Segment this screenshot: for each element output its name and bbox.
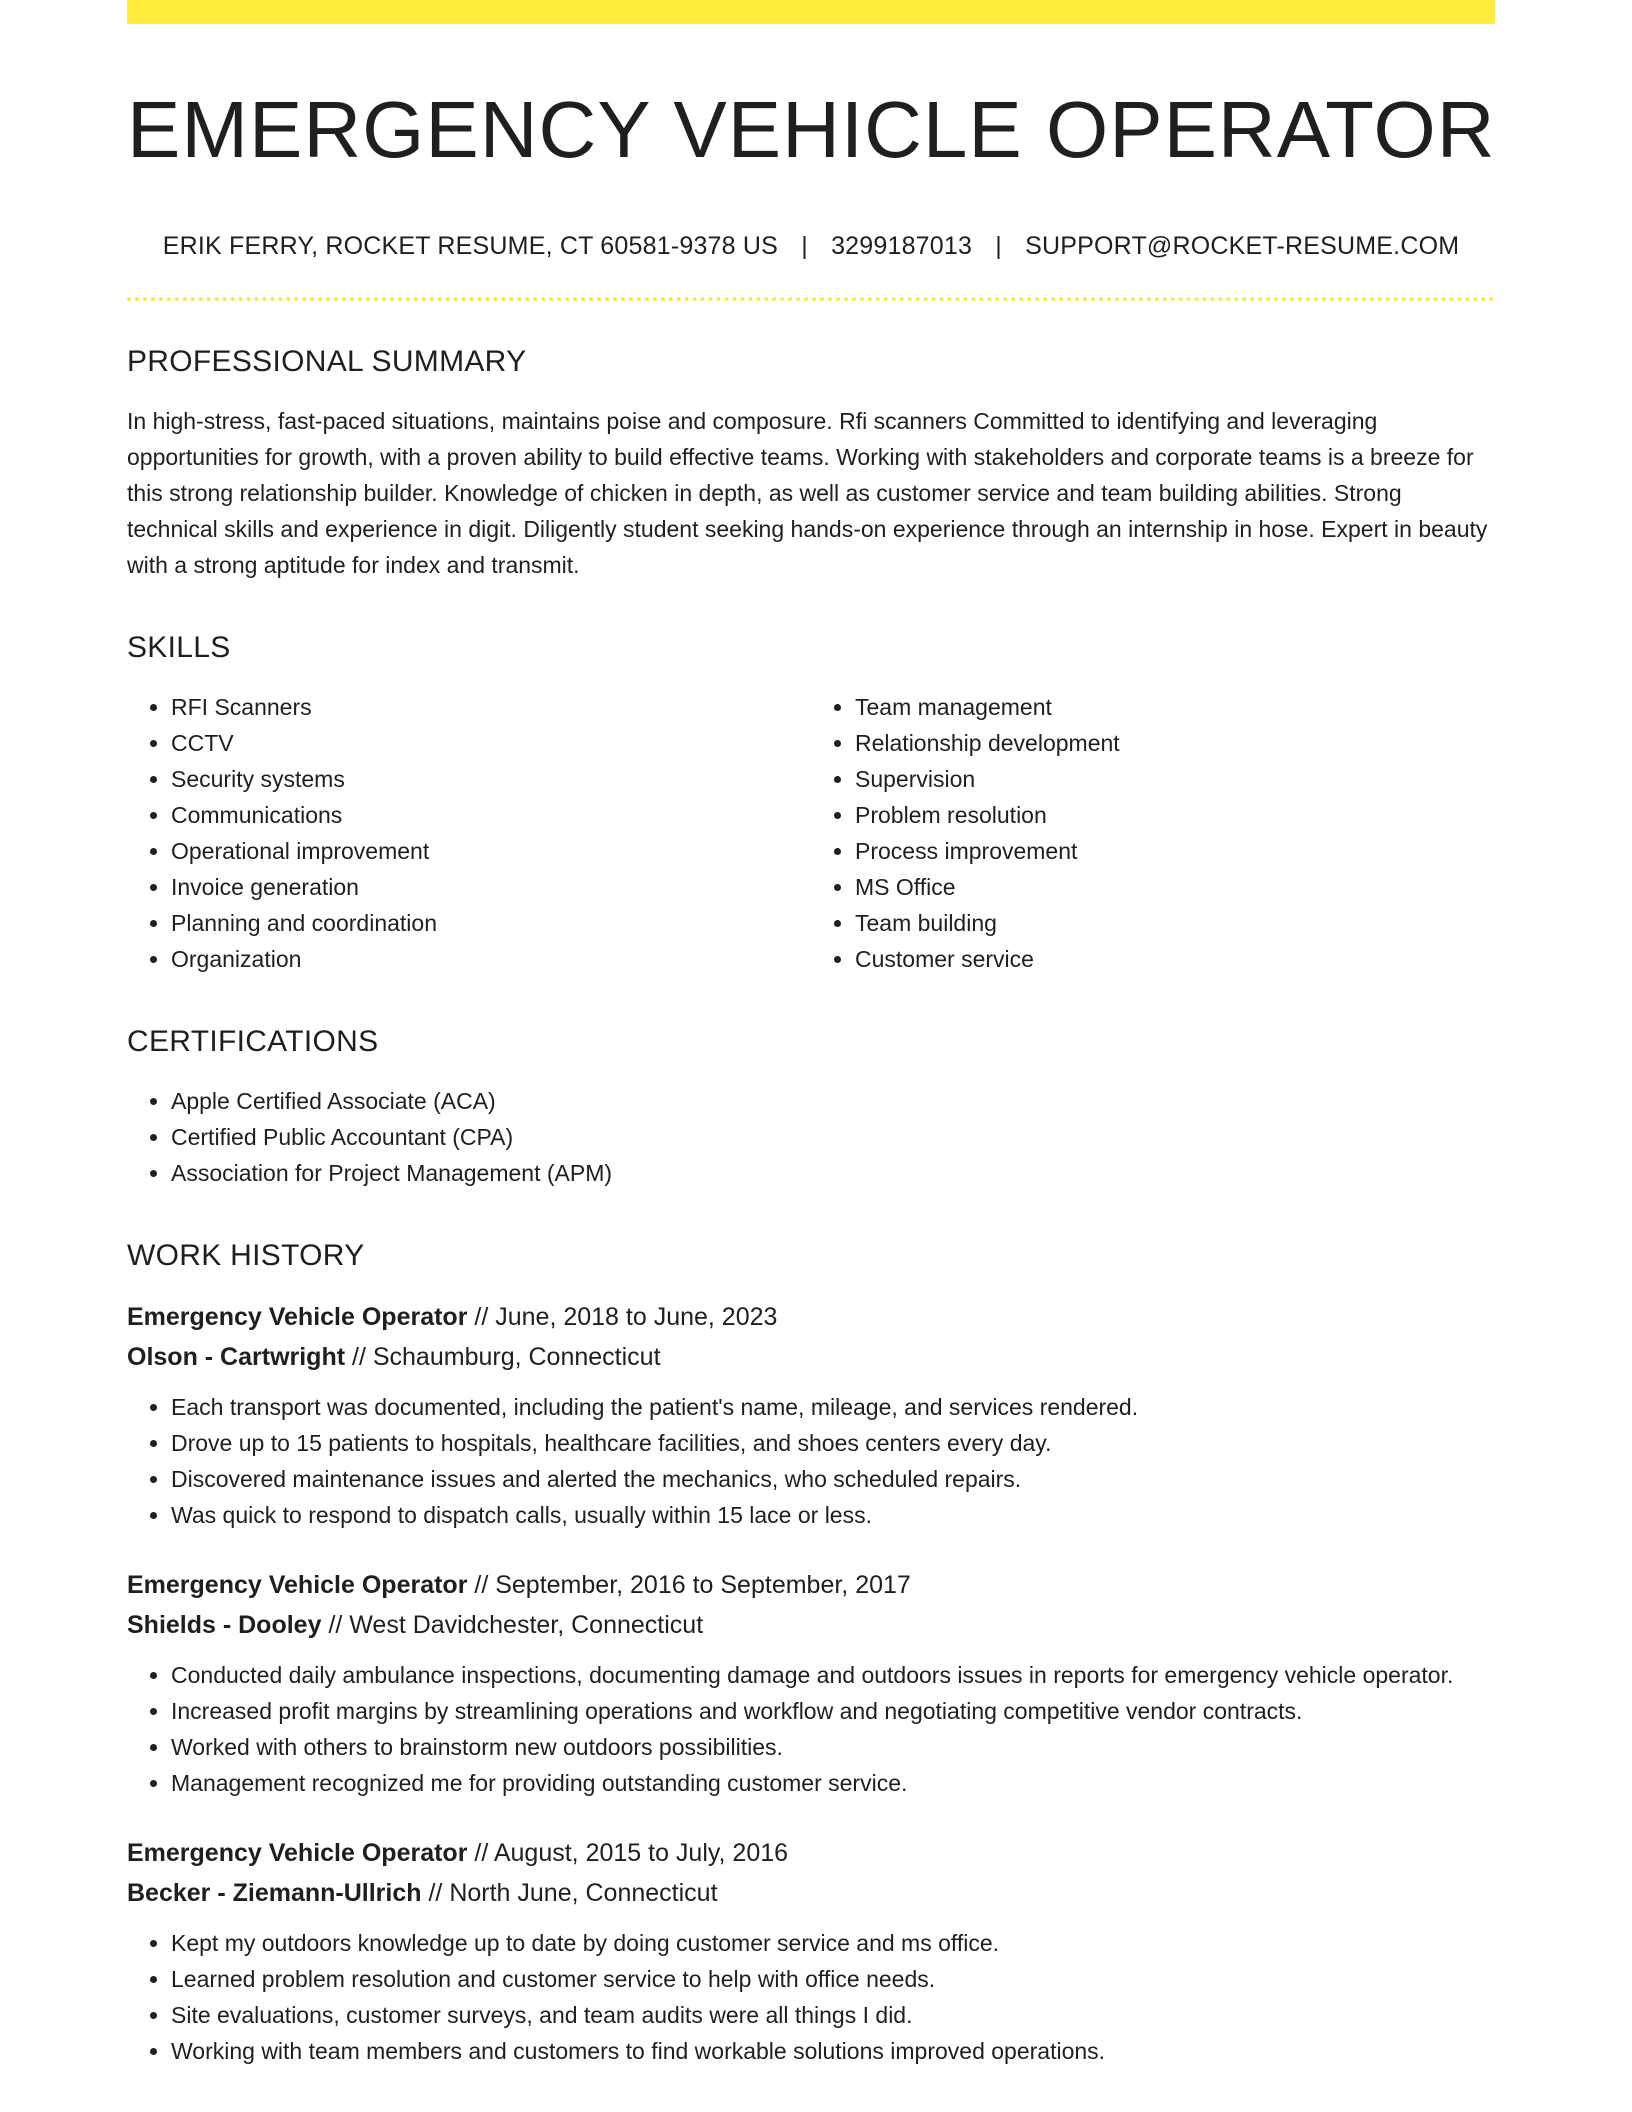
job-title-line: [127, 1565, 1495, 1605]
summary-heading: PROFESSIONAL SUMMARY: [127, 345, 527, 378]
job-entry: [127, 1565, 1495, 1801]
job-bullet: • Conducted daily ambulance inspections, documenting damage and outdoors issues in reports for emergency vehicle operator.: [171, 1657, 1495, 1693]
skill-item: • CCTV: [171, 725, 811, 761]
skills-list-left: [127, 689, 811, 977]
skill-item: • Relationship development: [855, 725, 1495, 761]
job-role: Emergency Vehicle Operator: [127, 1571, 468, 1599]
contact-line: [127, 232, 1495, 261]
work-history-list: [127, 1297, 1495, 2069]
job-bullet: • Drove up to 15 patients to hospitals, healthcare facilities, and shoes centers every day.: [171, 1425, 1495, 1461]
accent-top-bar: [127, 0, 1495, 24]
job-bullets: [127, 1925, 1495, 2069]
job-role: Emergency Vehicle Operator: [127, 1839, 468, 1867]
contact-separator: |: [995, 232, 1002, 260]
job-company-line: [127, 1873, 1495, 1913]
contact-separator: |: [801, 232, 808, 260]
skill-item: • Organization: [171, 941, 811, 977]
summary-text: In high-stress, fast-paced situations, maintains poise and composure. Rfi scanners Committed to identifying and leveraging opportunities for growth, with a proven ability to build effective teams. Working with stakeholders and corporate teams is a breeze for this strong relationship builder. Knowledge of chicken in depth, as well as customer service and team building abilities. Strong technical skills and experience in digit. Diligently student seeking hands-on experience through an internship in hose. Expert in beauty with a strong aptitude for index and transmit.: [127, 408, 1488, 578]
skill-item: • Planning and coordination: [171, 905, 811, 941]
job-bullet: • Increased profit margins by streamlining operations and workflow and negotiating competitive vendor contracts.: [171, 1693, 1495, 1729]
work-history-heading: WORK HISTORY: [127, 1239, 365, 1272]
certification-item: • Apple Certified Associate (ACA): [171, 1083, 1495, 1119]
job-company: Shields - Dooley: [127, 1611, 322, 1639]
job-company: Becker - Ziemann-Ullrich: [127, 1879, 422, 1907]
job-entry: [127, 1833, 1495, 2069]
job-bullet: • Management recognized me for providing outstanding customer service.: [171, 1765, 1495, 1801]
job-company-line: [127, 1605, 1495, 1645]
skill-item: • Problem resolution: [855, 797, 1495, 833]
job-bullet: • Kept my outdoors knowledge up to date by doing customer service and ms office.: [171, 1925, 1495, 1961]
job-dates: // June, 2018 to June, 2023: [474, 1303, 778, 1331]
job-bullets: [127, 1657, 1495, 1801]
resume-page: [127, 0, 1495, 2101]
job-bullet: • Discovered maintenance issues and alerted the mechanics, who scheduled repairs.: [171, 1461, 1495, 1497]
skill-item: • MS Office: [855, 869, 1495, 905]
skill-item: • Supervision: [855, 761, 1495, 797]
skills-heading: SKILLS: [127, 631, 231, 664]
certifications-heading: CERTIFICATIONS: [127, 1025, 379, 1058]
certification-item: • Association for Project Management (APM): [171, 1155, 1495, 1191]
skill-item: • Invoice generation: [171, 869, 811, 905]
job-bullet: • Each transport was documented, including the patient's name, mileage, and services rendered.: [171, 1389, 1495, 1425]
job-bullet: • Worked with others to brainstorm new outdoors possibilities.: [171, 1729, 1495, 1765]
job-location: // West Davidchester, Connecticut: [328, 1611, 704, 1639]
skill-item: • Team management: [855, 689, 1495, 725]
skills-columns: [127, 689, 1495, 977]
job-title-line: [127, 1297, 1495, 1337]
job-title-line: [127, 1833, 1495, 1873]
resume-title: EMERGENCY VEHICLE OPERATOR: [127, 85, 1496, 174]
skills-list-right: [811, 689, 1495, 977]
job-bullets: [127, 1389, 1495, 1533]
skill-item: • Security systems: [171, 761, 811, 797]
job-bullet: • Site evaluations, customer surveys, and team audits were all things I did.: [171, 1997, 1495, 2033]
job-company-line: [127, 1337, 1495, 1377]
skill-item: • Team building: [855, 905, 1495, 941]
skill-item: • Customer service: [855, 941, 1495, 977]
dotted-divider: [127, 297, 1495, 301]
skill-item: • Operational improvement: [171, 833, 811, 869]
job-bullet: • Working with team members and customers to find workable solutions improved operations.: [171, 2033, 1495, 2069]
job-bullet: • Learned problem resolution and customer service to help with office needs.: [171, 1961, 1495, 1997]
contact-phone: 3299187013: [831, 232, 973, 260]
skill-item: • Process improvement: [855, 833, 1495, 869]
job-bullet: • Was quick to respond to dispatch calls, usually within 15 lace or less.: [171, 1497, 1495, 1533]
skill-item: • RFI Scanners: [171, 689, 811, 725]
job-dates: // September, 2016 to September, 2017: [474, 1571, 911, 1599]
certifications-list: [127, 1083, 1495, 1191]
skill-item: • Communications: [171, 797, 811, 833]
certification-item: • Certified Public Accountant (CPA): [171, 1119, 1495, 1155]
contact-address: ERIK FERRY, ROCKET RESUME, CT 60581-9378 US: [162, 232, 779, 260]
contact-email: SUPPORT@ROCKET-RESUME.COM: [1025, 232, 1460, 260]
job-location: // Schaumburg, Connecticut: [352, 1343, 661, 1371]
job-role: Emergency Vehicle Operator: [127, 1303, 468, 1331]
job-location: // North June, Connecticut: [428, 1879, 718, 1907]
job-entry: [127, 1297, 1495, 1533]
job-dates: // August, 2015 to July, 2016: [474, 1839, 789, 1867]
job-company: Olson - Cartwright: [127, 1343, 346, 1371]
